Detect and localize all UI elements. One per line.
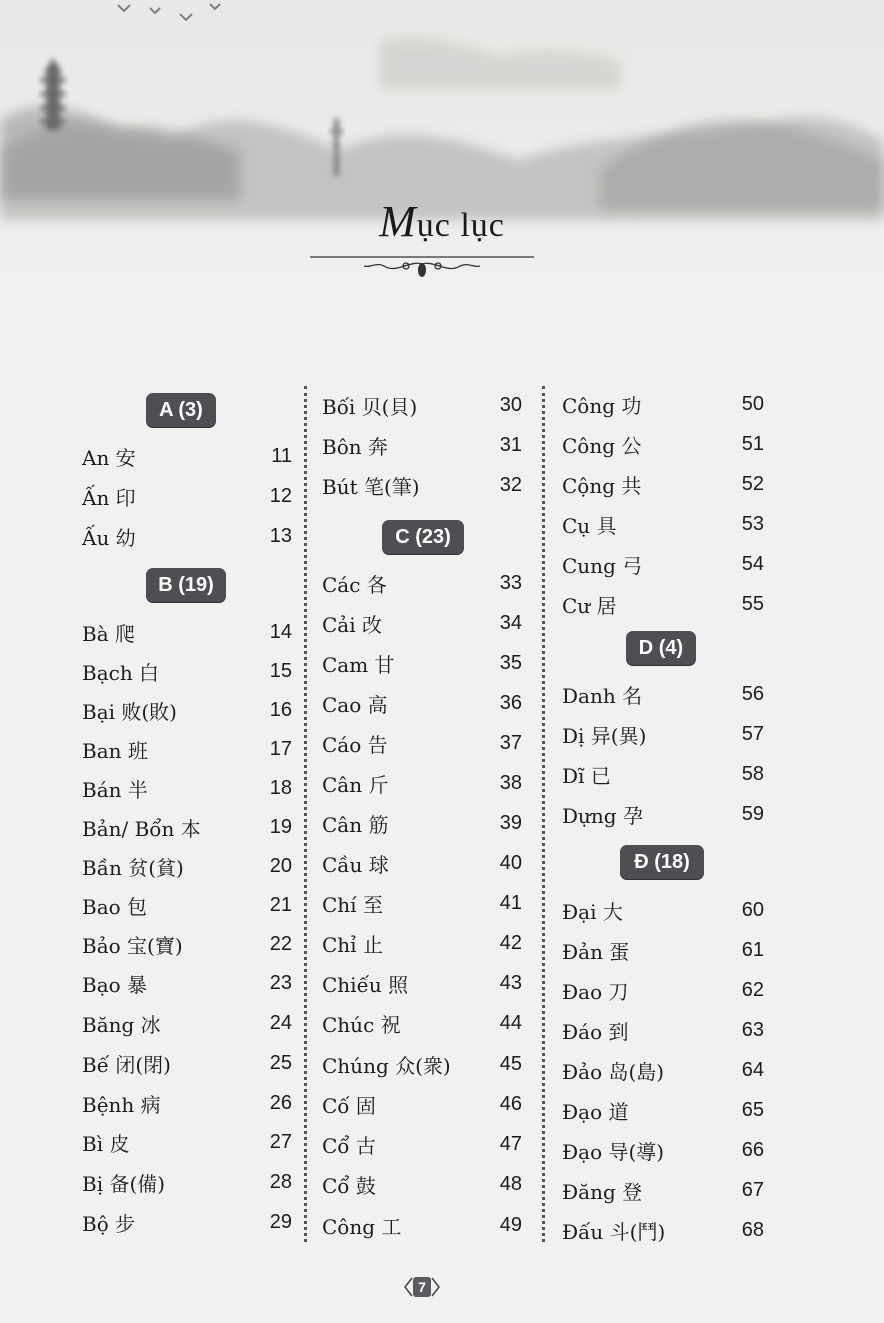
- toc-entry[interactable]: Cộng 共 52: [562, 472, 764, 498]
- toc-entry[interactable]: Đạo 道 65: [562, 1098, 764, 1124]
- column-divider-left: [304, 386, 307, 1242]
- toc-entry[interactable]: Đáo 到 63: [562, 1018, 764, 1044]
- toc-entry[interactable]: Đấu 斗(鬥) 68: [562, 1218, 764, 1244]
- toc-entry[interactable]: Chiếu 照 43: [322, 971, 522, 997]
- toc-entry[interactable]: Đăng 登 67: [562, 1178, 764, 1204]
- toc-entry[interactable]: Đao 刀 62: [562, 978, 764, 1004]
- toc-entry[interactable]: Cổ 古 47: [322, 1132, 522, 1158]
- toc-entry[interactable]: Ấn 印 12: [82, 484, 292, 510]
- toc-entry[interactable]: Chí 至 41: [322, 891, 522, 917]
- toc-entry[interactable]: Ấu 幼 13: [82, 524, 292, 550]
- section-header-dd: Đ (18): [620, 845, 704, 879]
- toc-entry[interactable]: Bệnh 病 26: [82, 1091, 292, 1117]
- page-number: [402, 1272, 442, 1302]
- toc-entry[interactable]: Cân 斤 38: [322, 771, 522, 797]
- column-divider-right: [542, 386, 545, 1242]
- toc-entry[interactable]: Các 各 33: [322, 571, 522, 597]
- section-header-c: C (23): [382, 520, 464, 554]
- toc-entry[interactable]: Băng 冰 24: [82, 1011, 292, 1037]
- toc-entry[interactable]: Cân 筋 39: [322, 811, 522, 837]
- toc-entry[interactable]: Dị 异(異) 57: [562, 722, 764, 748]
- toc-entry[interactable]: Cổ 鼓 48: [322, 1172, 522, 1198]
- toc-entry[interactable]: Bút 笔(筆) 32: [322, 473, 522, 499]
- toc-entry[interactable]: Bế 闭(閉) 25: [82, 1051, 292, 1077]
- toc-entry[interactable]: Đảo 岛(島) 64: [562, 1058, 764, 1084]
- toc-entry[interactable]: Cao 高 36: [322, 691, 522, 717]
- toc-entry[interactable]: Bộ 步 29: [82, 1210, 292, 1236]
- toc-entry[interactable]: Ban 班 17: [82, 737, 292, 763]
- toc-entry[interactable]: Bại 败(敗) 16: [82, 698, 292, 724]
- toc-entry[interactable]: Bạch 白 15: [82, 659, 292, 685]
- toc-entry[interactable]: Bối 贝(貝) 30: [322, 393, 522, 419]
- toc-entry[interactable]: Bị 备(備) 28: [82, 1170, 292, 1196]
- toc-entry[interactable]: Đạo 导(導) 66: [562, 1138, 764, 1164]
- toc-entry[interactable]: Đại 大 60: [562, 898, 764, 924]
- toc-entry[interactable]: Bạo 暴 23: [82, 971, 292, 997]
- toc-entry[interactable]: Dựng 孕 59: [562, 802, 764, 828]
- toc-entry[interactable]: Chúc 祝 44: [322, 1011, 522, 1037]
- toc-entry[interactable]: Chúng 众(衆) 45: [322, 1052, 522, 1078]
- toc-entry[interactable]: Cung 弓 54: [562, 552, 764, 578]
- toc-entry[interactable]: Bản/ Bổn 本 19: [82, 815, 292, 841]
- toc-entry[interactable]: Chỉ 止 42: [322, 931, 522, 957]
- toc-entry[interactable]: Cáo 告 37: [322, 731, 522, 757]
- toc-entry[interactable]: Cam 甘 35: [322, 651, 522, 677]
- toc-entry[interactable]: Bán 半 18: [82, 776, 292, 802]
- page-number-value: 7: [413, 1277, 431, 1297]
- toc-entry[interactable]: Cụ 具 53: [562, 512, 764, 538]
- section-header-b: B (19): [146, 568, 226, 602]
- toc-entry[interactable]: Bần 贫(貧) 20: [82, 854, 292, 880]
- toc-entry[interactable]: Cư 居 55: [562, 592, 764, 618]
- ornament-divider: [310, 252, 534, 282]
- toc-entry[interactable]: Đản 蛋 61: [562, 938, 764, 964]
- section-header-a: A (3): [146, 393, 216, 427]
- toc-entry[interactable]: Cố 固 46: [322, 1092, 522, 1118]
- toc-entry[interactable]: Dĩ 已 58: [562, 762, 764, 788]
- toc-entry[interactable]: Cải 改 34: [322, 611, 522, 637]
- toc-entry[interactable]: Bì 皮 27: [82, 1130, 292, 1156]
- toc-entry[interactable]: Bôn 奔 31: [322, 433, 522, 459]
- toc-entry[interactable]: Công 工 49: [322, 1213, 522, 1239]
- toc-entry[interactable]: Bà 爬 14: [82, 620, 292, 646]
- toc-entry[interactable]: Cầu 球 40: [322, 851, 522, 877]
- page-title: Mục lục: [379, 197, 505, 246]
- section-header-d: D (4): [626, 631, 696, 665]
- toc-entry[interactable]: Bao 包 21: [82, 893, 292, 919]
- toc-entry[interactable]: An 安 11: [82, 444, 292, 470]
- toc-entry[interactable]: Bảo 宝(寶) 22: [82, 932, 292, 958]
- toc-entry[interactable]: Công 公 51: [562, 432, 764, 458]
- toc-entry[interactable]: Danh 名 56: [562, 682, 764, 708]
- toc-entry[interactable]: Công 功 50: [562, 392, 764, 418]
